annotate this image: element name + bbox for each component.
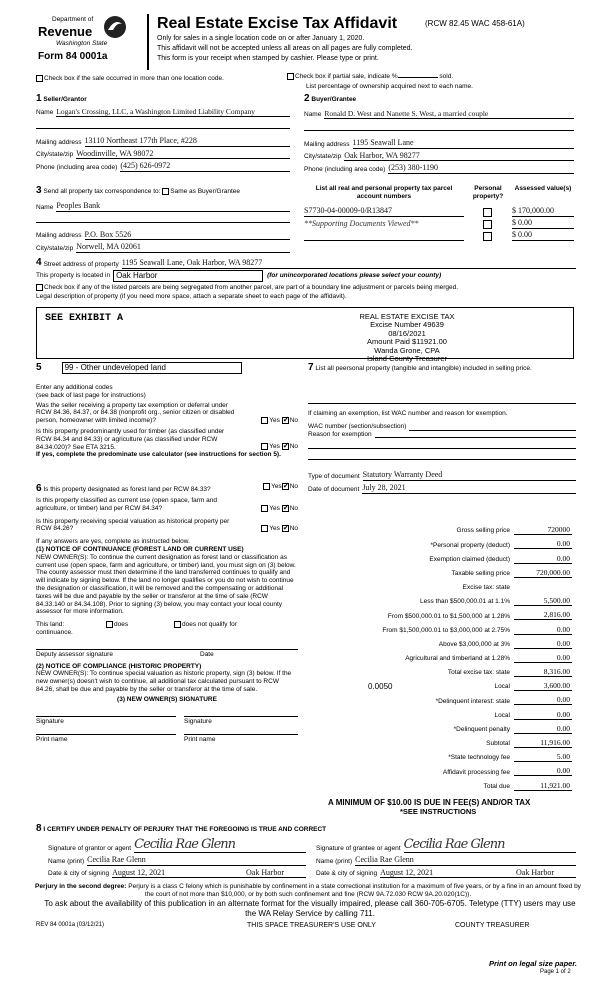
calc-row: [308, 748, 572, 762]
grantee-signature-label: Signature of grantee or agent: [316, 845, 401, 853]
parcel-number-field[interactable]: **Supporting Documents Viewed**: [304, 219, 419, 228]
calc-row: [308, 663, 572, 677]
grantor-name-field[interactable]: Cecilia Rae Glenn: [87, 855, 306, 866]
dept-label: Department of: [52, 16, 94, 23]
new-owner-signature-title: (3) NEW OWNER(S) SIGNATURE: [117, 695, 217, 703]
yes-label: Yes: [269, 417, 280, 425]
personal-col-header: Personal property?: [472, 185, 504, 200]
calc-value-field[interactable]: 0.00: [514, 724, 572, 734]
calc-value-field[interactable]: 2,816.00: [514, 610, 572, 620]
calc-value-field[interactable]: 0.00: [514, 653, 572, 663]
does-checkbox[interactable]: [106, 621, 113, 628]
land-use-code-select[interactable]: 99 - Other undeveloped land: [62, 362, 242, 374]
calc-row: [308, 635, 572, 649]
local-rate-field[interactable]: 0.0050: [368, 681, 393, 691]
corr-name-field[interactable]: Peoples Bank: [56, 201, 290, 212]
calc-value-field[interactable]: 0.00: [514, 766, 572, 776]
yes-label: Yes: [271, 483, 282, 491]
correspondence-section: [36, 185, 290, 253]
section-5-number: 5: [36, 362, 42, 373]
owner-print-label: Print name: [36, 734, 176, 744]
parcel-row: [304, 230, 574, 241]
location-select[interactable]: Oak Harbor: [113, 270, 263, 282]
deputy-date-label: Date: [200, 650, 214, 658]
corr-city-field[interactable]: Norwell, MA 02061: [76, 242, 290, 253]
treasurer-stamp: [337, 313, 477, 363]
q6c-yes-checkbox[interactable]: [261, 525, 268, 532]
seller-phone-field[interactable]: (425) 626-0972: [120, 161, 290, 172]
form-number: Form 84 0001a: [38, 51, 108, 62]
certification-text: I CERTIFY UNDER PENALTY OF PERJURY THAT THE FOREGOING IS TRUE AND CORRECT: [43, 826, 327, 833]
perjury-bold: Perjury in the second degree:: [35, 883, 127, 890]
seller-name-label: Name: [36, 109, 54, 117]
notice-compliance-body: NEW OWNER(S): To continue special valuation as historic property, sign (3) below. If the new owner(s) doesn't wish to continue, all additional tax calculated pursuant to RCW 84.26, shall be due and payable by the seller or transferor at the time of sale.: [36, 670, 292, 693]
sold-label: sold.: [439, 73, 454, 81]
notice-continuance-body: NEW OWNER(S): To continue the current designation as forest land or classification as current use (open space, farm and agriculture, or timber) land, you must sign on (3) below. The county assessor must then determine if the land transferred continues to qualify and will indicate by signing below. If the land no longer qualifies or you do not wish to continue the designation or classification, it will be removed and the compensating or additional taxes will be due and payable by the seller or transferor at the time of sale (RCW 84.33.140 or 84.34.108). Prior to signing (3) below, you may contact your local county assessor for more information.: [36, 553, 296, 616]
rcw-ref: (RCW 82.45 WAC 458-61A): [425, 19, 525, 28]
located-label: This property is located in: [36, 271, 111, 279]
same-as-buyer-label: Same as Buyer/Grantee: [170, 188, 240, 195]
if-any-yes-note: If any answers are yes, complete as instructed below.: [36, 538, 190, 546]
alt-format-notice: To ask about the availability of this publication in an alternate format for the visually impaired, please call 360-705-6705. Teletype (TTY) users may use the WA Relay Service by calling 711.: [44, 899, 576, 918]
does-label: does: [114, 621, 129, 629]
grantor-date-field[interactable]: August 12, 2021: [112, 868, 246, 879]
calc-value-field[interactable]: 8,316.00: [514, 667, 572, 677]
calc-row: [308, 578, 572, 592]
calc-label: Exemption claimed (deduct): [429, 555, 510, 563]
seller-city-label: City/state/zip: [36, 151, 74, 159]
no-label: No: [289, 504, 298, 512]
grantee-signature-field[interactable]: Cecilia Rae Glenn: [404, 839, 576, 853]
calc-value-field[interactable]: 5.00: [514, 752, 572, 762]
reason-field[interactable]: [375, 431, 576, 439]
calc-row: [308, 776, 572, 790]
exemption-question: Was the seller receiving a property tax exemption or deferral under RCW 84.36, 84.37, or 84.38 (nonprofit org., senior citizen or disabled person, homeowner with limited income)?: [36, 401, 235, 425]
calc-row: [308, 691, 572, 705]
multi-location-check[interactable]: [36, 75, 224, 83]
assessed-col-header: Assessed value(s): [514, 185, 572, 192]
stamp-line: REAL ESTATE EXCISE TAX: [359, 312, 455, 321]
grantor-date-label: Date & city of signing: [48, 870, 110, 878]
calc-row: [308, 606, 572, 620]
doc-type-label: Type of document: [308, 473, 360, 481]
personal-property-checkbox[interactable]: [483, 220, 492, 229]
calc-label: Total excise tax: state: [447, 669, 510, 677]
parcel-table: [304, 185, 574, 241]
section-6-number: 6: [36, 483, 42, 494]
calc-value-field[interactable]: 0.00: [514, 625, 572, 635]
checkbox-icon[interactable]: [36, 75, 43, 82]
q6c-no-checkbox[interactable]: [282, 525, 289, 532]
calc-label: Affidavit processing fee: [442, 768, 510, 776]
exemption-label: If claiming an exemption, list WAC number and reason for exemption.: [308, 410, 508, 417]
current-use-question: Is this property classified as current use (open space, farm and agriculture, or timber) land per RCW 84.34?: [36, 497, 218, 512]
calc-value-field[interactable]: 720,000.00: [514, 568, 572, 578]
subtitle-2: This affidavit will not be accepted unless all areas on all pages are fully completed.: [157, 45, 413, 52]
parcel-number-field[interactable]: S7730-04-00009-0/R13847: [304, 206, 464, 217]
stamp-line: Wanda Grone, CPA: [374, 345, 440, 355]
correspondence-heading: Send all property tax correspondence to:: [43, 188, 161, 195]
q6b-yes-checkbox[interactable]: [261, 505, 268, 512]
calc-label: Gross selling price: [456, 527, 510, 535]
owner-signature-label-2: Signature: [184, 716, 298, 726]
section-4-number: 4: [36, 257, 42, 268]
calc-row: [308, 592, 572, 606]
calc-value-field[interactable]: 0.00: [514, 695, 572, 705]
stamp-line: Island County Treasurer: [366, 353, 448, 363]
corr-city-label: City/state/zip: [36, 244, 74, 252]
calc-value-field[interactable]: 0.00: [514, 539, 572, 549]
grantee-date-label: Date & city of signing: [316, 870, 378, 878]
stamp-line: Excise Number 49639: [370, 320, 444, 330]
personal-property-section: [308, 362, 576, 494]
section-7-number: 7: [308, 362, 314, 373]
calc-value-field[interactable]: 0.00: [514, 639, 572, 649]
segregated-label: Check box if any of the listed parcels are being segregated from another parcel, are part of a boundary line adjustment or parcels being merged.: [44, 283, 459, 291]
doc-date-label: Date of document: [308, 485, 360, 493]
doc-date-field[interactable]: July 28, 2021: [362, 483, 576, 494]
calc-value-field[interactable]: 5,500.00: [514, 596, 572, 606]
q2-yes-checkbox[interactable]: [261, 443, 268, 450]
grantor-name-label: Name (print): [48, 857, 85, 865]
timber-question: Is this property predominantly used for timber (as classified under RCW 84.34 and 84.33) or agriculture (as classified under RCW 84.34.020)? See ETA 3215.: [36, 427, 225, 451]
calc-row: [308, 762, 572, 776]
forest-question: Is this property designated as forest land per RCW 84.33?: [43, 486, 211, 493]
parcel-row: [304, 206, 574, 217]
wac-label: WAC number (section/subsection): [308, 422, 407, 430]
predominate-use-note: If yes, complete the predominate use calculator (see instructions for section 5).: [36, 451, 281, 459]
q1-no-checkbox[interactable]: [282, 417, 289, 424]
calc-value-field[interactable]: 11,921.00: [514, 781, 572, 791]
grantor-signature-label: Signature of grantor or agent: [48, 845, 132, 853]
historic-question: Is this property receiving special valuation as historical property per RCW 84.26?: [36, 517, 230, 533]
notice-compliance-title: (2) NOTICE OF COMPLIANCE (HISTORIC PROPERTY): [36, 662, 202, 670]
no-label: No: [289, 417, 298, 425]
partial-sale-check[interactable]: [287, 73, 453, 81]
buyer-phone-label: Phone (including area code): [304, 165, 386, 173]
street-address-label: Street address of property: [43, 261, 119, 269]
this-land-label: This land:: [36, 621, 65, 629]
subtitle-3: This form is your receipt when stamped by cashier. Please type or print.: [157, 55, 379, 62]
section-1-number: 1: [36, 93, 42, 104]
checkbox-icon[interactable]: [287, 73, 294, 80]
buyer-mail-label: Mailing address: [304, 140, 350, 148]
revenue-label: Revenue: [38, 24, 93, 39]
calc-label: Subtotal: [486, 740, 510, 748]
form-title: Real Estate Excise Tax Affidavit: [157, 15, 398, 32]
grantor-city-field[interactable]: Oak Harbor: [246, 868, 306, 879]
wac-field[interactable]: [409, 423, 576, 431]
calc-label: *Delinquent interest: state: [435, 697, 510, 705]
assessed-value-field[interactable]: $ 0.00: [512, 218, 574, 229]
buyer-section: [304, 93, 574, 174]
corr-mail-field[interactable]: P.O. Box 5526: [85, 230, 290, 241]
calc-value-field[interactable]: 3,600.00: [514, 681, 572, 691]
calc-label: Total due: [483, 782, 510, 790]
section-3-number: 3: [36, 185, 42, 196]
location-note: (for unincorporated locations please select your county): [267, 271, 442, 279]
parcel-col-header: List all real and personal property tax parcel account numbers: [315, 185, 453, 200]
legal-size-note: Print on legal size paper.: [489, 959, 577, 968]
addl-codes-label: Enter any additional codes: [36, 384, 113, 391]
calc-row: [308, 620, 572, 634]
see-instructions: *SEE INSTRUCTIONS: [400, 807, 477, 816]
doc-type-field[interactable]: Statutory Warranty Deed: [363, 470, 576, 481]
same-as-buyer-checkbox[interactable]: [162, 188, 169, 195]
perjury-text: Perjury is a class C felony which is punishable by confinement in a state correctional institution for a maximum of five years, or by a fine in an amount fixed by the court of not more than $10,000, or by both such confinement and fine (RCW 9A.72.030 RCW 9A.20.020(1C)).: [126, 883, 581, 898]
owner-signature-label: Signature: [36, 716, 176, 726]
addl-codes-note: (see back of last page for instructions): [36, 391, 146, 399]
treasurer-space: THIS SPACE TREASURER'S USE ONLY: [247, 922, 376, 929]
calc-value-field[interactable]: 0.00: [514, 710, 572, 720]
forest-section: [36, 483, 298, 744]
calc-row: [308, 677, 572, 691]
parcel-rows: [304, 206, 574, 241]
calc-row: [308, 521, 572, 535]
personal-property-checkbox[interactable]: [483, 232, 492, 241]
calc-label: Local: [494, 711, 510, 719]
seller-heading: Seller/Grantor: [43, 96, 87, 103]
corr-mail-label: Mailing address: [36, 232, 82, 240]
land-use-section: [36, 362, 298, 459]
property-address-section: [36, 257, 576, 300]
deputy-signature-label: Deputy assessor signature: [36, 650, 113, 658]
calc-row: [308, 720, 572, 734]
segregated-checkbox[interactable]: [36, 284, 43, 291]
buyer-city-field[interactable]: Oak Harbor, WA 98277: [344, 151, 574, 162]
personal-property-checkbox[interactable]: [483, 208, 492, 217]
tax-calculation: [308, 521, 572, 791]
section-8-number: 8: [36, 823, 42, 834]
calc-label: Excise tax: state: [462, 584, 510, 592]
q6a-yes-checkbox[interactable]: [263, 483, 270, 490]
corr-name-label: Name: [36, 203, 54, 211]
street-address-field[interactable]: 1195 Seawall Lane, Oak Harbor, WA 98277: [122, 258, 576, 269]
calc-label: From $1,500,000.01 to $3,000,000 at 2.75%: [382, 626, 510, 634]
calc-label: Above $3,000,000 at 3%: [438, 640, 510, 648]
header-divider: [147, 14, 149, 70]
continuance-label: continuance.: [36, 628, 73, 636]
calc-label: Local: [494, 683, 510, 691]
reason-label: Reason for exemption: [308, 430, 372, 438]
buyer-name-label: Name: [304, 111, 322, 119]
grantee-date-field[interactable]: August 12, 2021: [380, 868, 516, 879]
q1-yes-checkbox[interactable]: [261, 417, 268, 424]
partial-sale-label: Check box if partial sale, indicate %: [295, 73, 398, 81]
calc-row: [308, 535, 572, 549]
stamp-line: 08/16/2021: [388, 328, 426, 338]
buyer-phone-field[interactable]: (253) 380-1190: [388, 163, 574, 174]
stamp-line: Amount Paid $11921.00: [367, 337, 447, 347]
grantee-city-field[interactable]: Oak Harbor: [516, 868, 576, 879]
perjury-notice: [30, 883, 586, 899]
section-2-number: 2: [304, 93, 310, 104]
yes-label: Yes: [269, 525, 280, 533]
dept-swirl-icon: [102, 14, 128, 40]
no-label: No: [289, 483, 298, 491]
yes-label: Yes: [269, 443, 280, 451]
calc-label: Taxable selling price: [451, 569, 510, 577]
personal-property-text-a: List all pe: [315, 365, 343, 372]
calc-row: [308, 705, 572, 719]
calc-label: Less than $500,000.01 at 1.1%: [420, 598, 510, 606]
legal-description-box[interactable]: [36, 307, 574, 363]
seller-mail-field[interactable]: 13110 Northeast 177th Place, #228: [85, 136, 290, 147]
buyer-city-label: City/state/zip: [304, 153, 342, 161]
calc-label: From $500,000.01 to $1,500,000 at 1.28%: [387, 612, 510, 620]
calc-row: [308, 649, 572, 663]
calc-value-field[interactable]: 11,916.00: [514, 738, 572, 748]
calc-label: *State technology fee: [448, 754, 510, 762]
seller-mail-label: Mailing address: [36, 138, 82, 146]
buyer-heading: Buyer/Grantee: [311, 96, 357, 103]
calc-label: *Delinquent penalty: [453, 726, 510, 734]
buyer-mail-field[interactable]: 1195 Seawall Lane: [353, 138, 574, 149]
calc-value-field[interactable]: 720000: [514, 525, 572, 535]
minimum-note: A MINIMUM OF $10.00 IS DUE IN FEE(S) AND/OR TAX: [328, 798, 531, 807]
no-label: No: [289, 525, 298, 533]
calc-row: [308, 549, 572, 563]
exhibit-text: SEE EXHIBIT A: [45, 313, 124, 324]
calc-label: Agricultural and timberland at 1.28%: [405, 655, 510, 663]
does-not-label: does not qualify for: [182, 621, 237, 629]
buyer-name-field[interactable]: Ronald D. West and Nanette S. West, a married couple: [324, 109, 574, 119]
seller-phone-label: Phone (including area code): [36, 163, 118, 171]
calc-row: [308, 564, 572, 578]
q2-no-checkbox[interactable]: [282, 443, 289, 450]
county-treasurer: COUNTY TREASURER: [455, 922, 530, 929]
partial-note: List percentage of ownership acquired next to each name.: [306, 83, 473, 90]
q6a-no-checkbox[interactable]: [282, 483, 289, 490]
state-label: Washington State: [56, 40, 108, 47]
calc-row: [308, 734, 572, 748]
no-label: No: [289, 443, 298, 451]
personal-property-text-b: ersonal property (tangible and intangible) included in selling price.: [342, 365, 532, 372]
q6b-no-checkbox[interactable]: [282, 505, 289, 512]
rev-number: REV 84 0001a (03/12/21): [36, 922, 105, 928]
subtitle-1: Only for sales in a single location code on or after January 1, 2020.: [157, 35, 365, 42]
seller-name-field[interactable]: Logan's Crossing, LLC, a Washington Limited Liability Company: [56, 107, 290, 117]
seller-section: [36, 93, 290, 172]
multi-location-label: Check box if the sale occurred in more than one location code.: [44, 75, 224, 83]
grantor-signature-field[interactable]: Cecilia Rae Glenn: [134, 839, 306, 853]
certification-section: [36, 823, 576, 878]
page-number: Page 1 of 2: [540, 969, 571, 975]
grantee-name-field[interactable]: Cecilia Rae Glenn: [355, 855, 576, 866]
owner-print-label-2: Print name: [184, 734, 298, 744]
assessed-value-field[interactable]: $ 170,000.00: [512, 206, 574, 217]
yes-label: Yes: [269, 504, 280, 512]
notice-continuance-title: (1) NOTICE OF CONTINUANCE (FOREST LAND OR CURRENT USE): [36, 545, 244, 553]
does-not-checkbox[interactable]: [174, 621, 181, 628]
parcel-number-field[interactable]: [304, 240, 464, 241]
parcel-row: [304, 218, 574, 229]
assessed-value-field[interactable]: $ 0.00: [512, 230, 574, 241]
calc-value-field[interactable]: 0.00: [514, 554, 572, 564]
legal-description-label: Legal description of property (if you need more space, attach a separate sheet to each page of the affidavit).: [36, 292, 347, 300]
dept-logo: [36, 14, 131, 70]
calc-label: *Personal property (deduct): [430, 541, 510, 549]
seller-city-field[interactable]: Woodinville, WA 98072: [76, 149, 290, 160]
grantee-name-label: Name (print): [316, 857, 353, 865]
